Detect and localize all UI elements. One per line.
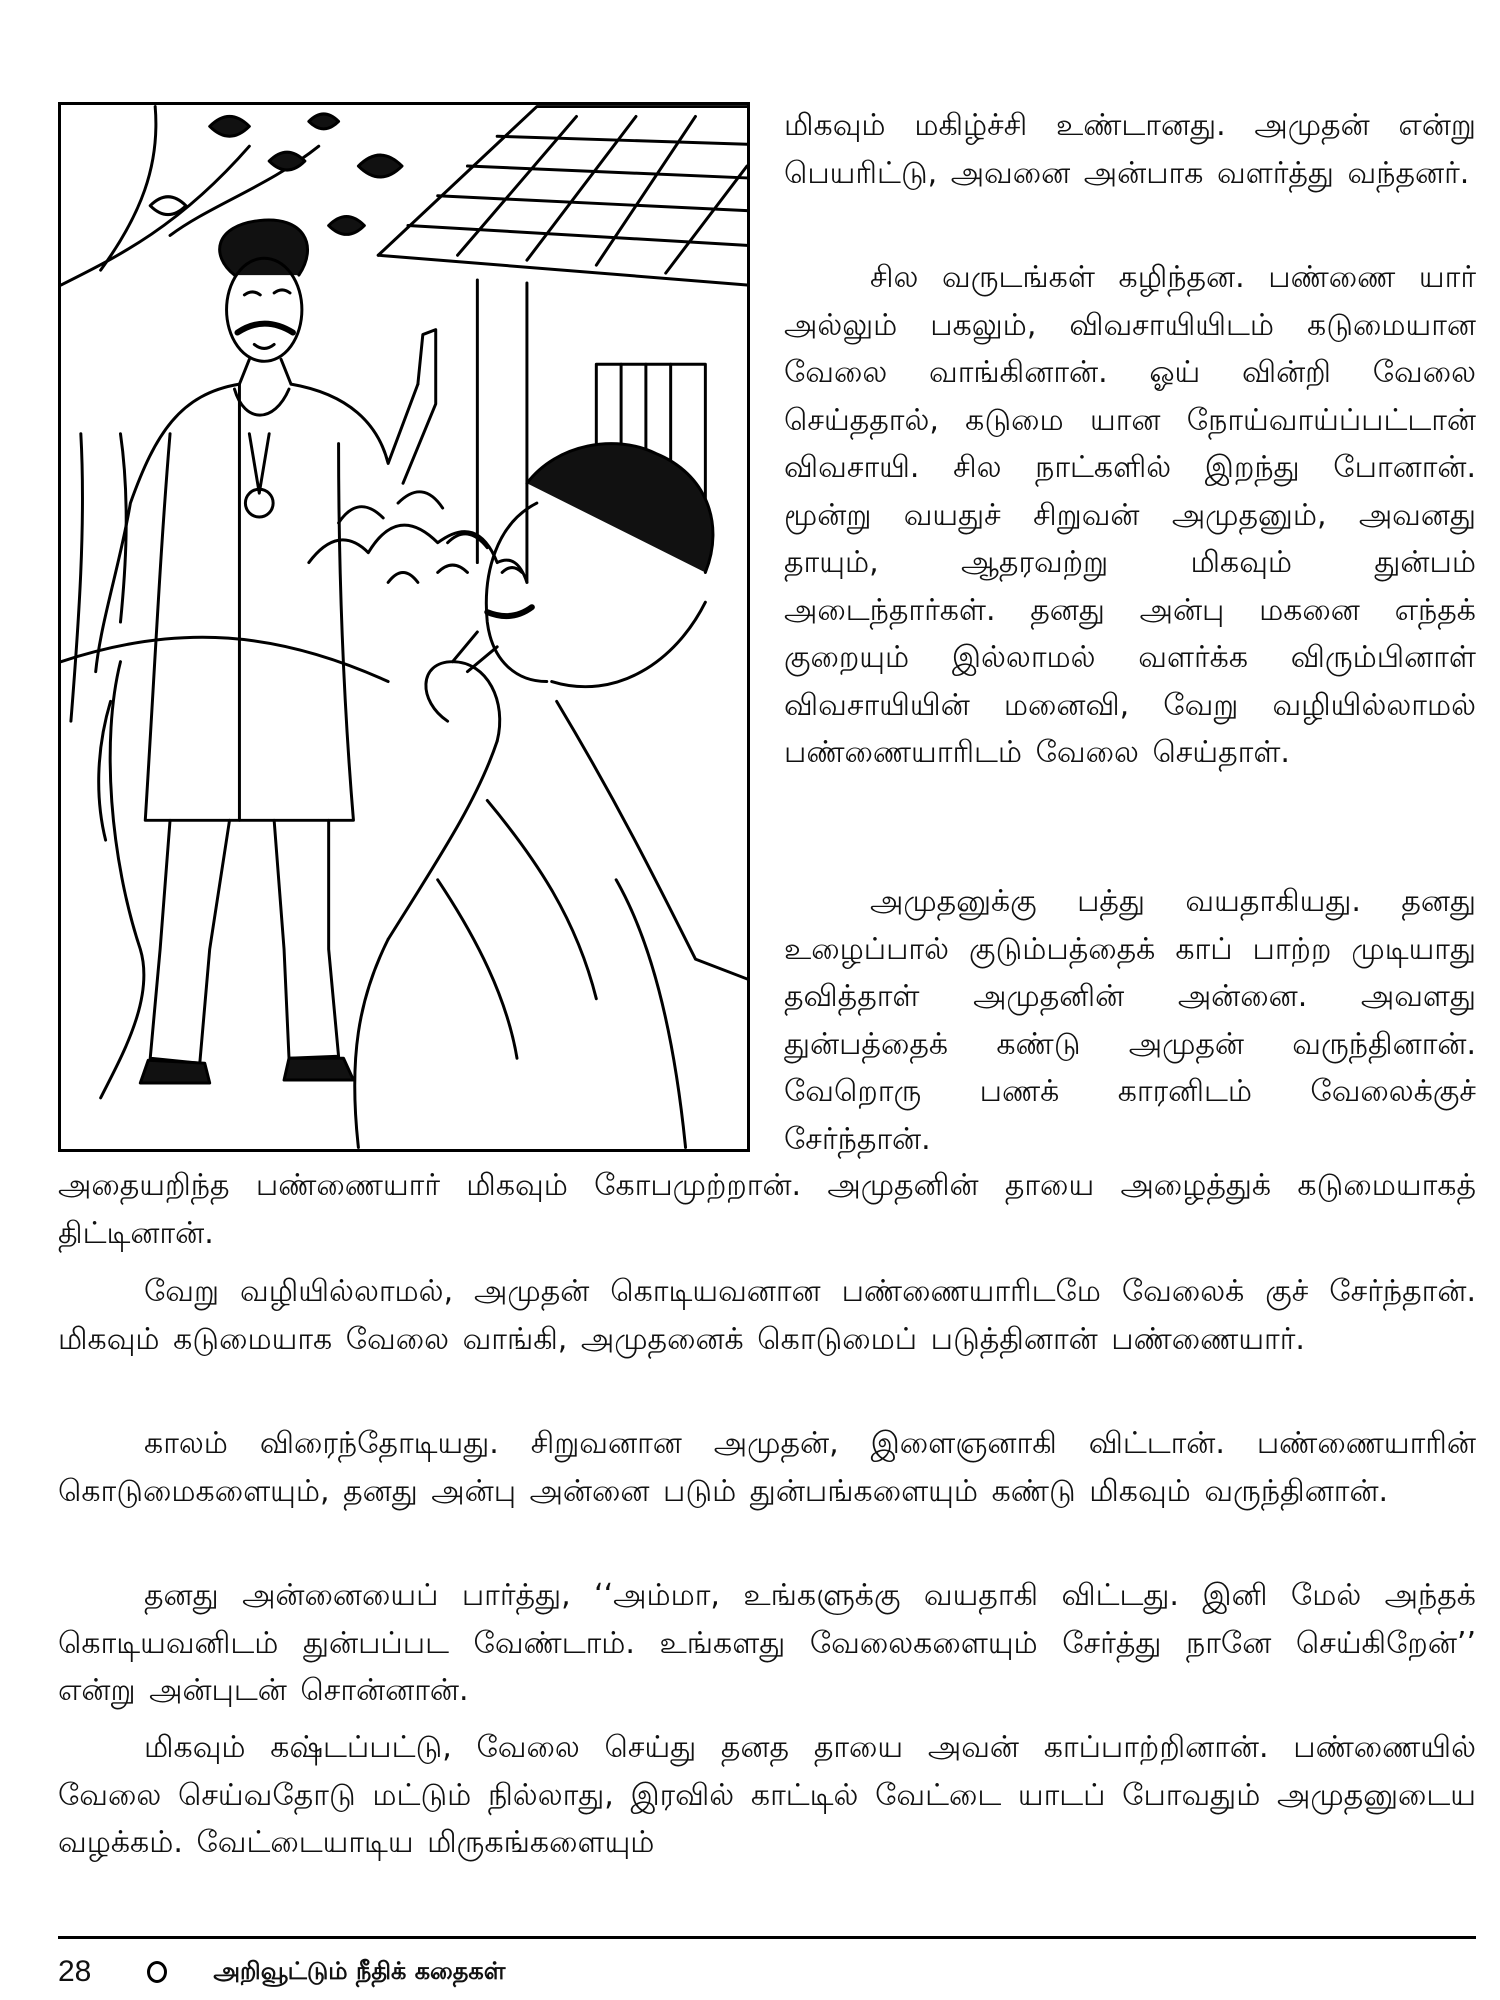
paragraph-4: வேறு வழியில்லாமல், அமுதன் கொடியவனான பண்ணையாரிடமே வேலைக் குச் சேர்ந்தான். மிகவும் கடுமையாக வேலை வாங்கி, அமுதனைக் கொடுமைப் படுத்தினான் பண்ணையார்.: [58, 1274, 1476, 1357]
paragraph-1: மிகவும் மகிழ்ச்சி உண்டானது. அமுதன் என்று பெயரிட்டு, அவனை அன்பாக வளர்த்து வந்தனர்.: [784, 108, 1476, 191]
circle-bullet-icon: [147, 1961, 167, 1983]
paragraph-7: மிகவும் கஷ்டப்பட்டு, வேலை செய்து தனத தாயை அவன் காப்பாற்றினான். பண்ணையில் வேலை செய்வதோடு மட்டும் நில்லாது, இரவில் காட்டில் வேட்டை யாடப் போவதும் அமுதனுடைய வழக்கம். வேட்டையாடிய மிருகங்களையும்: [58, 1730, 1477, 1860]
book-title: அறிவூட்டும் நீதிக் கதைகள்: [213, 1956, 506, 1985]
paragraph-2: சில வருடங்கள் கழிந்தன. பண்ணை யார் அல்லும் பகலும், விவசாயியிடம் கடுமையான வேலை வாங்கினான். ஓய் வின்றி வேலை செய்ததால், கடுமை யான நோய்வாய்ப்பட்டான் விவசாயி. சில நாட்களில் இறந்து போனான். மூன்று வயதுச் சிறுவன் அமுதனும், அவனது தாயும், ஆதரவற்று மிகவும் துன்பம் அடைந்தார்கள். தனது அன்பு மகனை எந்தக் குறையும் இல்லாமல் வளர்க்க விரும்பினாள் விவசாயியின் மனைவி, வேறு வழியில்லாமல் பண்ணையாரிடம் வேலை செய்தாள்.: [784, 260, 1476, 770]
page-footer: [58, 1950, 505, 1994]
farmer-scolding-illustration-icon: [61, 105, 747, 1149]
paragraph-6: தனது அன்னையைப் பார்த்து, ‘‘அம்மா, உங்களுக்கு வயதாகி விட்டது. இனி மேல் அந்தக் கொடியவனிடம் துன்பப்பட வேண்டாம். உங்களது வேலைகளையும் சேர்த்து நானே செய்கிறேன்’’ என்று அன்புடன் சொன்னான்.: [58, 1578, 1476, 1708]
paragraph-3-right: அமுதனுக்கு பத்து வயதாகியது. தனது உழைப்பால் குடும்பத்தைக் காப் பாற்ற முடியாது தவித்தாள் அமுதனின் அன்னை. அவளது துன்பத்தைக் கண்டு அமுதன் வருந்தினான். வேறொரு பணக் காரனிடம் வேலைக்குச் சேர்ந்தான்.: [784, 884, 1476, 1157]
footer-divider: [58, 1936, 1476, 1939]
paragraph-5: காலம் விரைந்தோடியது. சிறுவனான அமுதன், இளைஞனாகி விட்டான். பண்ணையாரின் கொடுமைகளையும், தனது அன்பு அன்னை படும் துன்பங்களையும் கண்டு மிகவும் வருந்தினான்.: [58, 1426, 1476, 1509]
paragraph-3-full: அதையறிந்த பண்ணையார் மிகவும் கோபமுற்றான். அமுதனின் தாயை அழைத்துக் கடுமையாகத் திட்டினான்.: [58, 1168, 1476, 1251]
page-number: 28: [58, 1955, 92, 1988]
story-illustration: [58, 102, 750, 1152]
